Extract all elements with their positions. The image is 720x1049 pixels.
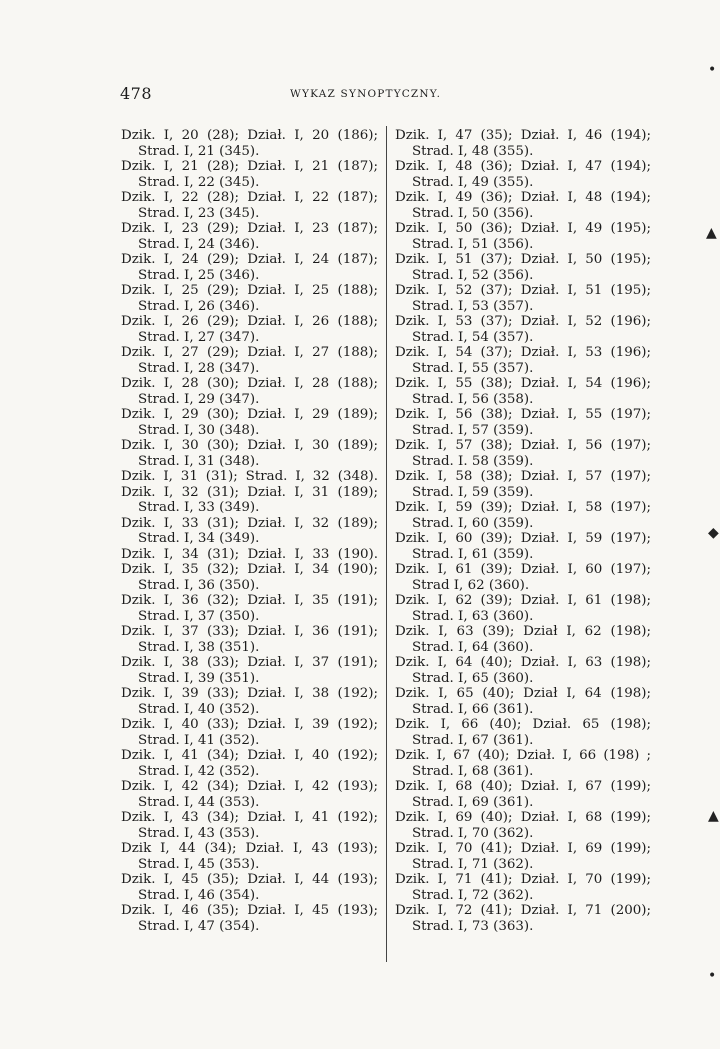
index-entry xyxy=(395,190,651,221)
entry-continuation: Strad. I, 28 (347). xyxy=(138,360,260,376)
entry-line: Dzik. I, 53 (37); Dział. I, 52 (196); xyxy=(395,314,651,329)
entry-line: Dzik. I, 47 (35); Dział. I, 46 (194); xyxy=(395,128,651,143)
entry-line: Dzik. I, 26 (29); Dział. I, 26 (188); xyxy=(121,314,378,329)
index-entry xyxy=(121,345,378,376)
entry-line: Dzik. I, 31 (31); Strad. I, 32 (348). xyxy=(121,469,378,484)
entry-continuation: Strad. I, 25 (346). xyxy=(138,267,260,283)
index-entry xyxy=(121,516,378,547)
entry-line: Dzik. I, 36 (32); Dział. I, 35 (191); xyxy=(121,593,378,608)
entry-line: Dzik. I, 42 (34); Dział. I, 42 (193); xyxy=(121,779,378,794)
entry-line: Dzik. I, 64 (40); Dział. I, 63 (198); xyxy=(395,655,651,670)
entry-continuation: Strad. I, 63 (360). xyxy=(412,608,534,624)
entry-continuation: Strad. I, 38 (351). xyxy=(138,639,260,655)
entry-continuation: Strad. I, 24 (346). xyxy=(138,236,260,252)
entry-line: Dzik. I, 55 (38); Dział. I, 54 (196); xyxy=(395,376,651,391)
entry-line: Dzik. I, 37 (33); Dział. I, 36 (191); xyxy=(121,624,378,639)
entry-continuation: Strad. I, 72 (362). xyxy=(412,887,534,903)
entry-continuation: Strad. I, 36 (350). xyxy=(138,577,260,593)
entry-continuation: Strad. I, 59 (359). xyxy=(412,484,534,500)
index-entry xyxy=(121,841,378,872)
entry-line: Dzik. I, 69 (40); Dział. I, 68 (199); xyxy=(395,810,651,825)
entry-line: Dzik. I, 72 (41); Dział. I, 71 (200); xyxy=(395,903,651,918)
entry-line: Dzik. I, 67 (40); Dział. I, 66 (198) ; xyxy=(395,748,651,763)
entry-continuation: Strad. I, 67 (361). xyxy=(412,732,534,748)
entry-line: Dzik. I, 38 (33); Dział. I, 37 (191); xyxy=(121,655,378,670)
entry-continuation: Strad. I, 46 (354). xyxy=(138,887,260,903)
entry-continuation: Strad. I, 61 (359). xyxy=(412,546,534,562)
entry-continuation: Strad. I, 51 (356). xyxy=(412,236,534,252)
index-entry xyxy=(121,810,378,841)
entry-continuation: Strad. I, 69 (361). xyxy=(412,794,534,810)
index-entry xyxy=(121,376,378,407)
column-divider xyxy=(386,126,387,962)
entry-line: Dzik. I, 58 (38); Dział. I, 57 (197); xyxy=(395,469,651,484)
index-entry xyxy=(121,485,378,516)
index-entry xyxy=(121,128,378,159)
entry-line: Dzik. I, 65 (40); Dział I, 64 (198); xyxy=(395,686,651,701)
entry-continuation: Strad. I, 42 (352). xyxy=(138,763,260,779)
entry-continuation: Strad. I, 29 (347). xyxy=(138,391,260,407)
entry-line: Dzik. I, 62 (39); Dział. I, 61 (198); xyxy=(395,593,651,608)
index-entry xyxy=(395,407,651,438)
index-entry xyxy=(121,283,378,314)
index-entry xyxy=(121,221,378,252)
index-entry xyxy=(121,872,378,903)
left-column xyxy=(121,128,378,934)
index-entry xyxy=(121,314,378,345)
index-entry xyxy=(395,469,651,500)
entry-continuation: Strad. I, 26 (346). xyxy=(138,298,260,314)
entry-line: Dzik. I, 41 (34); Dział. I, 40 (192); xyxy=(121,748,378,763)
index-entry xyxy=(395,717,651,748)
index-entry xyxy=(395,128,651,159)
entry-continuation: Strad. I, 31 (348). xyxy=(138,453,260,469)
entry-continuation: Strad. I, 41 (352). xyxy=(138,732,260,748)
entry-line: Dzik. I, 23 (29); Dział. I, 23 (187); xyxy=(121,221,378,236)
entry-line: Dzik. I, 21 (28); Dział. I, 21 (187); xyxy=(121,159,378,174)
entry-continuation: Strad. I, 54 (357). xyxy=(412,329,534,345)
index-entry xyxy=(395,314,651,345)
entry-continuation: Strad. I, 47 (354). xyxy=(138,918,260,934)
entry-line: Dzik. I, 52 (37); Dział. I, 51 (195); xyxy=(395,283,651,298)
index-entry xyxy=(121,593,378,624)
index-entry xyxy=(395,345,651,376)
entry-line: Dzik. I, 70 (41); Dział. I, 69 (199); xyxy=(395,841,651,856)
index-entry xyxy=(121,407,378,438)
index-entry xyxy=(395,283,651,314)
entry-line: Dzik. I, 66 (40); Dział. 65 (198); xyxy=(395,717,651,732)
entry-line: Dzik. I, 32 (31); Dział. I, 31 (189); xyxy=(121,484,378,500)
entry-continuation: Strad. I, 44 (353). xyxy=(138,794,260,810)
page-number: 478 xyxy=(120,84,153,103)
index-entry xyxy=(395,593,651,624)
entry-line: Dzik. I, 28 (30); Dział. I, 28 (188); xyxy=(121,376,378,391)
entry-continuation: Strad. I, 68 (361). xyxy=(412,763,534,779)
entry-line: Dzik. I, 29 (30); Dział. I, 29 (189); xyxy=(121,407,378,422)
index-entry xyxy=(395,221,651,252)
margin-mark: ▲ xyxy=(708,808,719,824)
index-entry xyxy=(395,159,651,190)
entry-continuation: Strad I, 62 (360). xyxy=(412,577,530,593)
entry-continuation: Strad. I, 52 (356). xyxy=(412,267,534,283)
index-entry xyxy=(395,686,651,717)
entry-line: Dzik. I, 71 (41); Dział. I, 70 (199); xyxy=(395,872,651,887)
margin-mark: ◆ xyxy=(708,525,719,541)
index-entry xyxy=(395,655,651,686)
entry-continuation: Strad. I, 27 (347). xyxy=(138,329,260,345)
index-entry xyxy=(121,779,378,810)
entry-continuation: Strad. I, 30 (348). xyxy=(138,422,260,438)
index-entry xyxy=(121,903,378,934)
entry-line: Dzik. I, 57 (38); Dział. I, 56 (197); xyxy=(395,438,651,453)
entry-continuation: Strad. I, 49 (355). xyxy=(412,174,534,190)
entry-line: Dzik. I, 50 (36); Dział. I, 49 (195); xyxy=(395,221,651,236)
entry-line: Dzik. I, 60 (39); Dział. I, 59 (197); xyxy=(395,531,651,546)
entry-line: Dzik. I, 30 (30); Dział. I, 30 (189); xyxy=(121,438,378,453)
entry-line: Dzik. I, 39 (33); Dział. I, 38 (192); xyxy=(121,686,378,701)
entry-line: Dzik. I, 51 (37); Dział. I, 50 (195); xyxy=(395,252,651,267)
entry-continuation: Strad. I, 60 (359). xyxy=(412,515,534,531)
entry-continuation: Strad. I, 50 (356). xyxy=(412,205,534,221)
entry-continuation: Strad. I, 39 (351). xyxy=(138,670,260,686)
entry-continuation: Strad. I, 45 (353). xyxy=(138,856,260,872)
margin-mark: ▲ xyxy=(706,225,717,241)
entry-continuation: Strad. I, 22 (345). xyxy=(138,174,260,190)
entry-continuation: Strad. I. 58 (359). xyxy=(412,453,534,469)
index-entry xyxy=(121,686,378,717)
index-entry xyxy=(121,547,378,563)
entry-continuation: Strad. I, 55 (357). xyxy=(412,360,534,376)
entry-continuation: Strad. I, 33 (349). xyxy=(138,500,260,515)
running-head: WYKAZ SYNOPTYCZNY. xyxy=(290,88,442,100)
index-entry xyxy=(121,159,378,190)
index-entry xyxy=(395,562,651,593)
index-entry xyxy=(121,717,378,748)
entry-line: Dzik. I, 22 (28); Dział. I, 22 (187); xyxy=(121,190,378,205)
entry-line: Dzik. I, 46 (35); Dział. I, 45 (193); xyxy=(121,903,378,918)
entry-continuation: Strad. I, 73 (363). xyxy=(412,918,534,934)
entry-continuation: Strad. I, 48 (355). xyxy=(412,143,534,159)
entry-line: Dzik. I, 59 (39); Dział. I, 58 (197); xyxy=(395,500,651,515)
entry-line: Dzik. I, 24 (29); Dział. I, 24 (187); xyxy=(121,252,378,267)
entry-continuation: Strad. I, 64 (360). xyxy=(412,639,534,655)
margin-mark: • xyxy=(708,968,717,984)
entry-line: Dzik. I, 40 (33); Dział. I, 39 (192); xyxy=(121,717,378,732)
index-entry xyxy=(395,841,651,872)
index-entry xyxy=(395,872,651,903)
entry-continuation: Strad. I, 43 (353). xyxy=(138,825,260,841)
index-entry xyxy=(395,438,651,469)
entry-continuation: Strad. I, 21 (345). xyxy=(138,143,260,159)
entry-continuation: Strad. I, 37 (350). xyxy=(138,608,260,624)
entry-continuation: Strad. I, 66 (361). xyxy=(412,701,534,717)
entry-line: Dzik I, 44 (34); Dział. I, 43 (193); xyxy=(121,841,378,856)
index-entry xyxy=(395,748,651,779)
entry-continuation: Strad. I, 53 (357). xyxy=(412,298,534,314)
entry-continuation: Strad. I, 65 (360). xyxy=(412,670,534,686)
entry-line: Dzik. I, 68 (40); Dział. I, 67 (199); xyxy=(395,779,651,794)
entry-line: Dzik. I, 43 (34); Dział. I, 41 (192); xyxy=(121,810,378,825)
entry-line: Dzik. I, 20 (28); Dział. I, 20 (186); xyxy=(121,128,378,143)
index-entry xyxy=(395,376,651,407)
index-entry xyxy=(395,531,651,562)
index-entry xyxy=(121,624,378,655)
index-entry xyxy=(121,438,378,469)
entry-line: Dzik. I, 25 (29); Dział. I, 25 (188); xyxy=(121,283,378,298)
entry-line: Dzik. I, 34 (31); Dział. I, 33 (190). xyxy=(121,546,378,562)
entry-line: Dzik. I, 49 (36); Dział. I, 48 (194); xyxy=(395,190,651,205)
index-entry xyxy=(395,624,651,655)
entry-line: Dzik. I, 27 (29); Dział. I, 27 (188); xyxy=(121,345,378,360)
entry-line: Dzik. I, 61 (39); Dział. I, 60 (197); xyxy=(395,562,651,577)
entry-line: Dzik. I, 56 (38); Dział. I, 55 (197); xyxy=(395,407,651,422)
entry-continuation: Strad. I, 34 (349). xyxy=(138,531,260,546)
entry-continuation: Strad. I, 23 (345). xyxy=(138,205,260,221)
entry-line: Dzik. I, 45 (35); Dział. I, 44 (193); xyxy=(121,872,378,887)
index-entry xyxy=(121,469,378,485)
index-entry xyxy=(395,252,651,283)
entry-line: Dzik. I, 54 (37); Dział. I, 53 (196); xyxy=(395,345,651,360)
index-entry xyxy=(395,810,651,841)
index-entry xyxy=(121,748,378,779)
entry-continuation: Strad. I, 70 (362). xyxy=(412,825,534,841)
right-column xyxy=(395,128,651,934)
index-entry xyxy=(121,562,378,593)
entry-continuation: Strad. I, 57 (359). xyxy=(412,422,534,438)
index-entry xyxy=(395,779,651,810)
index-entry xyxy=(121,190,378,221)
entry-line: Dzik. I, 48 (36); Dział. I, 47 (194); xyxy=(395,159,651,174)
index-entry xyxy=(395,903,651,934)
index-entry xyxy=(121,655,378,686)
index-entry xyxy=(121,252,378,283)
entry-continuation: Strad. I, 71 (362). xyxy=(412,856,534,872)
margin-mark: • xyxy=(708,62,717,78)
index-entry xyxy=(395,500,651,531)
entry-line: Dzik. I, 63 (39); Dział I, 62 (198); xyxy=(395,624,651,639)
entry-line: Dzik. I, 33 (31); Dział. I, 32 (189); xyxy=(121,515,378,531)
entry-continuation: Strad. I, 56 (358). xyxy=(412,391,534,407)
entry-line: Dzik. I, 35 (32); Dział. I, 34 (190); xyxy=(121,562,378,577)
entry-continuation: Strad. I, 40 (352). xyxy=(138,701,260,717)
